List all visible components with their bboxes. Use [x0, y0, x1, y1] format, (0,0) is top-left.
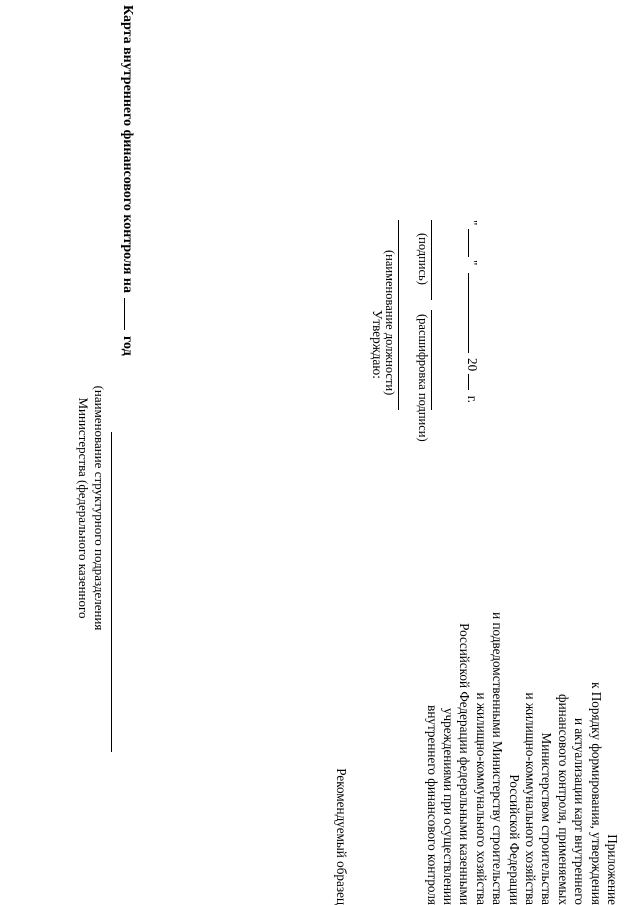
year-blank [468, 374, 469, 390]
subdivision-caption-line1: (наименование структурного подразделения [92, 385, 107, 631]
month-blank [468, 273, 469, 353]
date-open-quote: " [465, 220, 480, 226]
signature-decoding-line [431, 310, 432, 410]
appendix-line: и жилищно-коммунального хозяйства [473, 692, 489, 905]
subdivision-caption [76, 348, 107, 668]
year-prefix: 20 [465, 357, 480, 372]
signature-caption: (подпись) [416, 233, 430, 285]
appendix-block [423, 405, 620, 905]
signature-decoding-caption: (расшифровка подписи) [416, 314, 430, 442]
appendix-line: Российской Федерации федеральными казенными [457, 623, 473, 905]
approval-date-row [464, 220, 480, 403]
appendix-line: финансового контроля, применяемых [555, 694, 571, 905]
appendix-line: Российской Федерации [506, 774, 522, 905]
appendix-line: и подведомственными Министерству строительства [490, 612, 506, 905]
appendix-line: Министерством строительства [539, 732, 555, 905]
recommended-sample-label: Рекомендуемый образец [334, 768, 349, 905]
position-caption: (наименование должности) [383, 250, 397, 396]
card-title [119, 5, 135, 356]
card-year-word: год [120, 335, 135, 356]
subdivision-line [111, 432, 112, 752]
appendix-line: и актуализации карт внутреннего [572, 717, 588, 905]
appendix-line: внутреннего финансового контроля [424, 705, 440, 905]
appendix-line: к Порядку формирования, утверждения [588, 682, 604, 905]
card-year-blank [124, 298, 125, 330]
date-close-quote: " [465, 259, 480, 266]
appendix-line: Приложение [605, 834, 620, 905]
approval-title: Утверждаю: [370, 310, 385, 379]
card-title-text: Карта внутреннего финансового контроля на [120, 5, 135, 293]
appendix-line: учреждениями при осуществлении [440, 707, 456, 905]
signature-line [431, 220, 432, 300]
year-suffix: г. [465, 395, 480, 403]
position-line [398, 220, 399, 410]
appendix-line: и жилищно-коммунального хозяйства [522, 692, 538, 905]
day-blank [468, 229, 469, 257]
subdivision-caption-line2: Министерства (федерального казенного [76, 397, 92, 619]
